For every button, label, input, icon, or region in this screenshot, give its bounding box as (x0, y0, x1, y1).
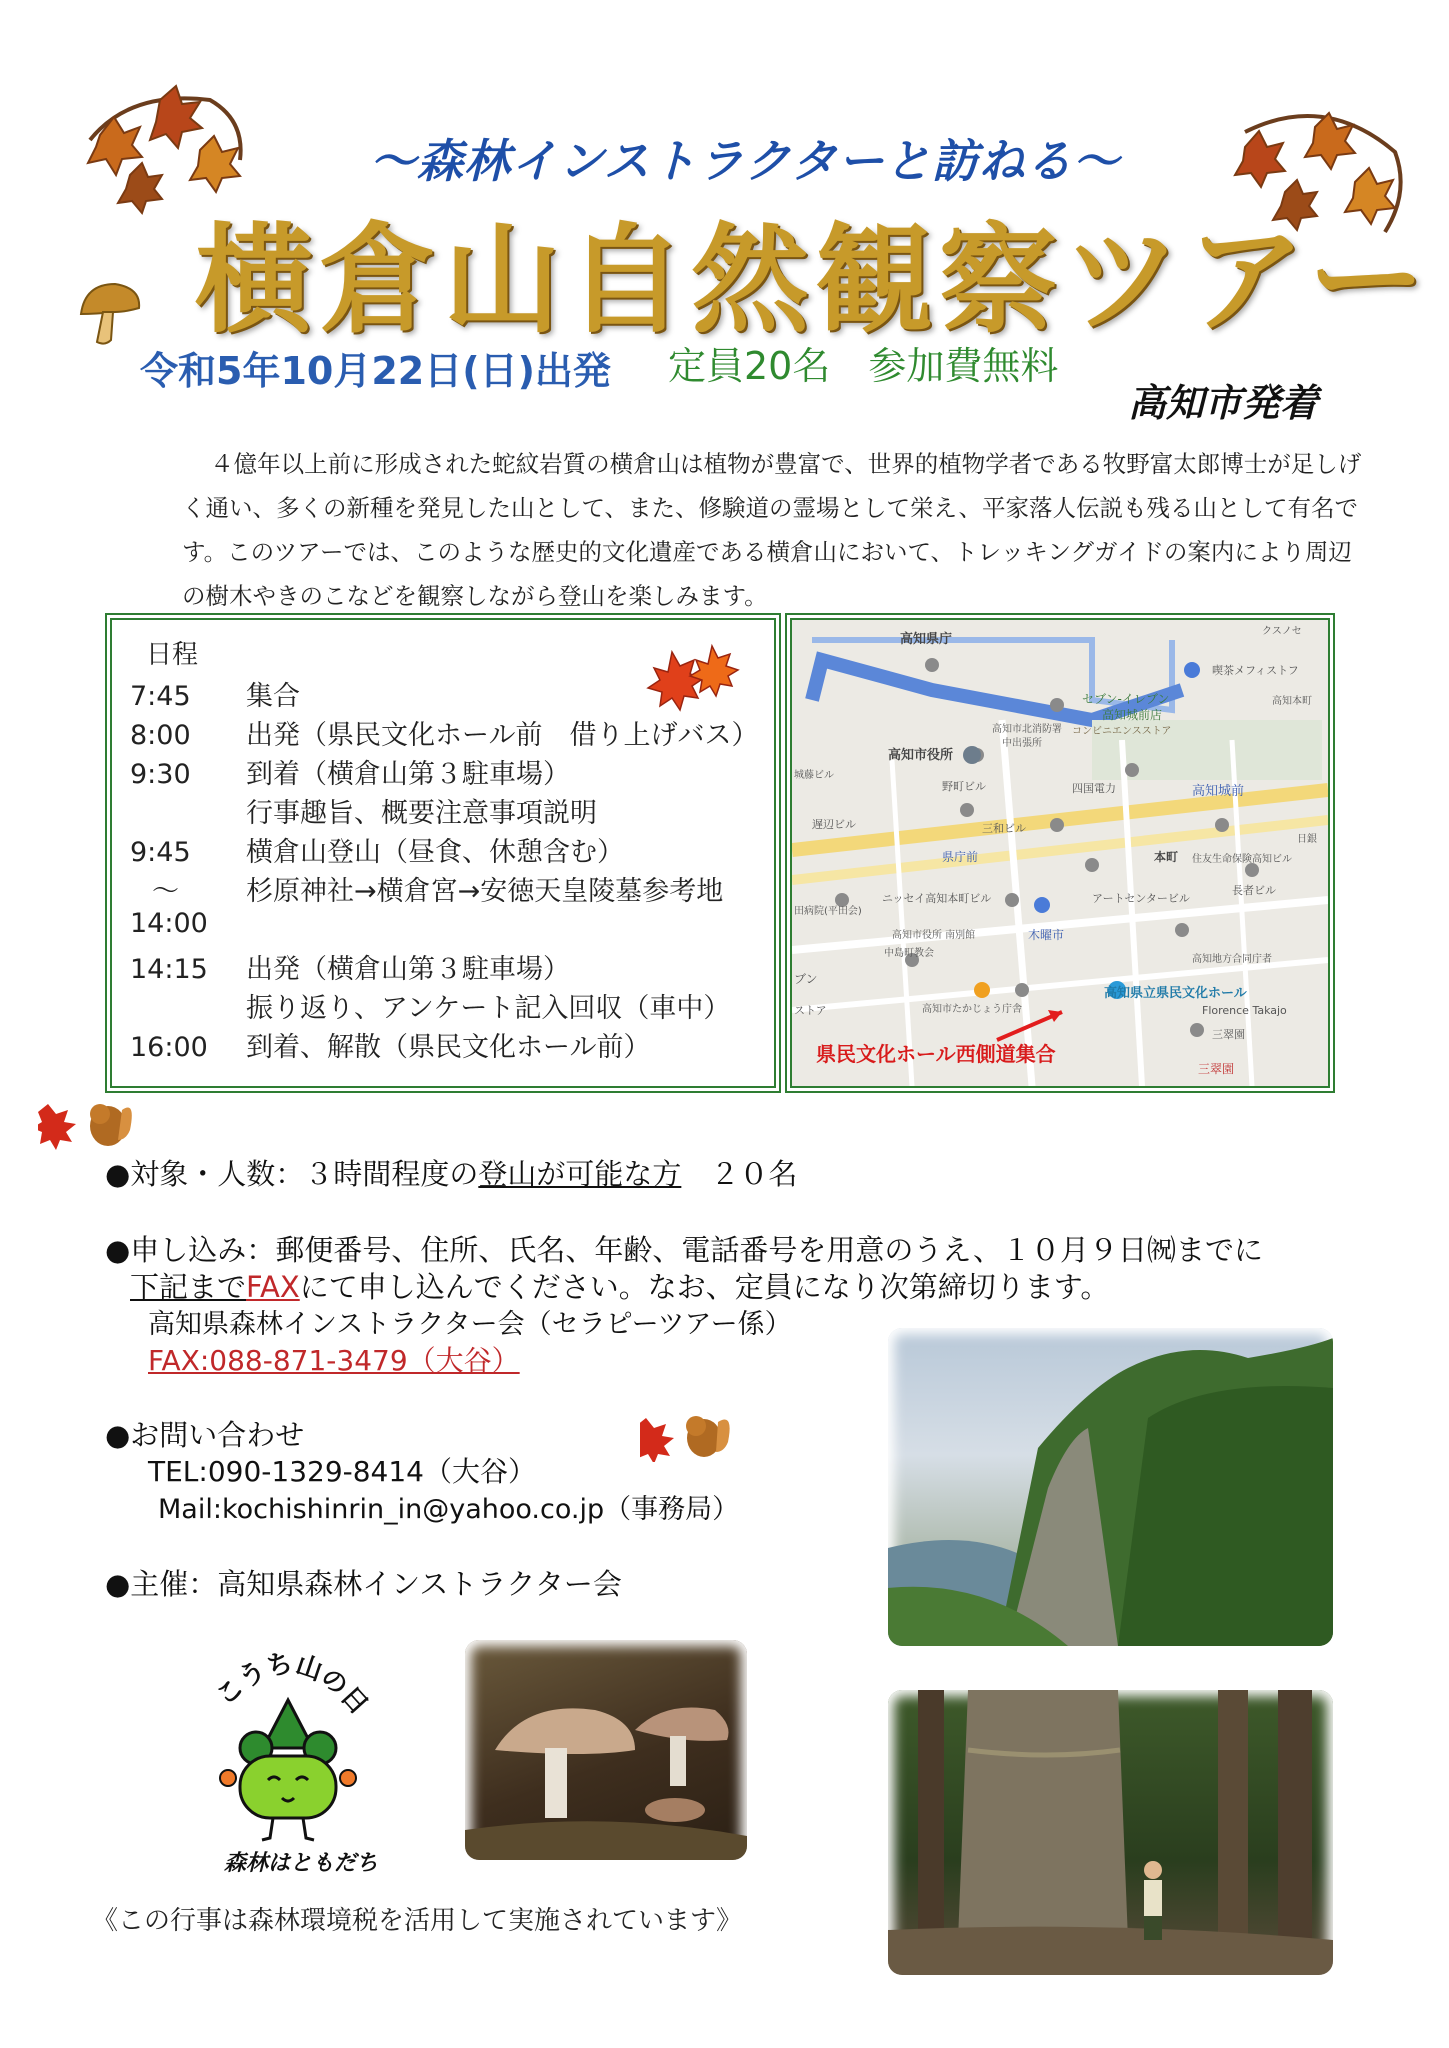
map-label: 本町 (1154, 850, 1179, 864)
map-label: 高知城前店 (1102, 708, 1163, 722)
maple-leaves-icon (642, 642, 742, 722)
apply-label: ●申し込み： (105, 1233, 276, 1267)
organizer: ●主催：高知県森林インストラクター会 (105, 1567, 622, 1601)
page-title: 横倉山自然観察ツアー (195, 210, 1432, 349)
mascot-arc-text: こうち山の日 (210, 1648, 374, 1721)
map-label: 高知県庁 (900, 632, 953, 647)
map-label: 高知市役所 南別館 (892, 930, 976, 941)
schedule-row (130, 986, 730, 1025)
apply-line-2 (130, 1265, 1109, 1306)
map-label: 高知城前 (1192, 784, 1245, 799)
map-label: 三翠園 (1212, 1028, 1245, 1041)
schedule-time: 9:30 (130, 759, 191, 790)
map-label: 中島町教会 (884, 948, 934, 959)
schedule-row (130, 830, 624, 869)
intro-paragraph (182, 442, 1362, 618)
map-label: コンビニエンスストア (1072, 726, 1172, 737)
contact-label: ●お問い合わせ (105, 1418, 305, 1452)
target-number: ２０名 (681, 1157, 798, 1191)
map-label: 県庁前 (942, 850, 979, 864)
map-label: クスノセ (1262, 626, 1302, 637)
schedule-row (130, 869, 723, 908)
map-label: 長者ビル (1232, 884, 1276, 897)
mascot-graphic (188, 1638, 388, 1878)
map-box (790, 618, 1330, 1088)
schedule-desc: 出発（横倉山第３駐車場） (246, 954, 570, 985)
intro-text: ４億年以上前に形成された蛇紋岩質の横倉山は植物が豊富で、世界的植物学者である牧野富太郎博士が足しげく通い、多くの新種を発見した山として、また、修験道の霊場として栄え、平家落人伝説も残る山として有名です。このツアーでは、このような歴史的文化遺産である横倉山において、トレッキングガイドの案内により周辺の樹木やきのこなどを観察しながら登山を楽しみます。 (182, 450, 1362, 610)
map-label: 高知本町 (1272, 696, 1312, 707)
schedule-row (130, 908, 246, 939)
schedule-box (110, 618, 776, 1088)
footer-note: 《この行事は森林環境税を活用して実施されています》 (92, 1906, 743, 1936)
map-label: 四国電力 (1072, 782, 1116, 795)
mushroom-icon (75, 278, 145, 348)
capacity-fee: 定員20名 参加費無料 (668, 344, 1059, 388)
map-label: 木曜市 (1028, 928, 1065, 942)
schedule-desc: 集合 (246, 681, 300, 712)
schedule-time: 8:00 (130, 720, 191, 751)
mascot-caption: 森林はともだち (224, 1851, 379, 1876)
map-label: Florence Takajo (1202, 1004, 1287, 1017)
schedule-desc: 到着、解散（県民文化ホール前） (246, 1032, 651, 1063)
schedule-row (130, 1025, 650, 1064)
squirrel-leaf-icon (38, 1090, 138, 1150)
schedule-desc: 到着（横倉山第３駐車場） (246, 759, 570, 790)
map-label: 高知県立県民文化ホール (1104, 986, 1247, 1001)
apply-line-1 (105, 1228, 1263, 1269)
target-line (105, 1152, 797, 1193)
map-label: セブン-イレブン (1082, 692, 1170, 706)
mushroom-photo-graphic (465, 1640, 747, 1860)
mascot-logo (188, 1638, 388, 1878)
map-label: ニッセイ高知本町ビル (882, 892, 992, 905)
meeting-point-label: 県民文化ホール西側道集合 (816, 1042, 1056, 1066)
target-text: ３時間程度の (304, 1157, 479, 1191)
map-label: 遅辺ビル (812, 818, 856, 831)
departure-location: 高知市発着 (1128, 380, 1319, 425)
schedule-desc: 出発（県民文化ホール前 借り上げバス） (246, 720, 759, 751)
schedule-time: 9:45 (130, 837, 191, 868)
map-label: アートセンタービル (1092, 892, 1190, 905)
mountain-photo (888, 1328, 1333, 1646)
contact-tel: TEL:090-1329-8414（大谷） (148, 1455, 536, 1488)
fax-word: FAX (246, 1270, 300, 1304)
schedule-time: 14:00 (130, 908, 208, 939)
map-label: 喫茶メフィストフ (1212, 664, 1299, 677)
map-label: 三翠園 (1198, 1062, 1235, 1076)
schedule-desc: 振り返り、アンケート記入回収（車中） (246, 993, 731, 1024)
schedule-time: 7:45 (130, 681, 191, 712)
mushroom-photo (465, 1640, 747, 1860)
map-label: 日銀 (1297, 834, 1317, 845)
fax-number: FAX:088-871-3479（大谷） (148, 1344, 520, 1377)
schedule-desc: 横倉山登山（昼食、休憩含む） (246, 837, 624, 868)
target-underlined: 登山が可能な方 (478, 1157, 682, 1191)
contact-mail: Mail:kochishinrin_in@yahoo.co.jp（事務局） (158, 1494, 740, 1525)
schedule-heading: 日程 (146, 640, 199, 670)
schedule-desc: 杉原神社→横倉宮→安徳天皇陵墓参考地 (246, 876, 724, 907)
map-label: 野町ビル (942, 780, 986, 793)
schedule-time: ～ (152, 876, 179, 907)
schedule-time: 14:15 (130, 954, 208, 985)
schedule-row (130, 791, 597, 830)
apply-text-2: にて申し込んでください。なお、定員になり次第締切ります。 (299, 1270, 1110, 1304)
map-label: ストア (794, 1004, 827, 1017)
subtitle: ～森林インストラクターと訪ねる～ (370, 134, 1120, 188)
target-label: ●対象・人数： (105, 1157, 305, 1191)
schedule-desc: 行事趣旨、概要注意事項説明 (246, 798, 597, 829)
map-label: 城藤ビル (794, 770, 834, 781)
map-label: 高知市北消防署 (992, 724, 1062, 735)
apply-text: 郵便番号、住所、氏名、年齢、電話番号を用意のうえ、１０月９日㈷までに (275, 1233, 1264, 1267)
departure-date: 令和5年10月22日(日)出発 (140, 349, 611, 393)
mountain-photo-graphic (888, 1328, 1333, 1646)
apply-underlined: 下記まで (130, 1270, 247, 1304)
map-label: 田病院(平田会) (794, 906, 862, 917)
big-tree-photo (888, 1690, 1333, 1975)
map-label: 三和ビル (982, 822, 1026, 835)
squirrel-leaf-icon (640, 1402, 735, 1462)
map-label: 高知地方合同庁者 (1192, 954, 1272, 965)
map-label: 高知市たかじょう庁舎 (922, 1004, 1022, 1015)
map-label: 高知市役所 (888, 748, 954, 763)
schedule-row (130, 752, 570, 791)
apply-org: 高知県森林インストラクター会（セラピーツアー係） (148, 1309, 792, 1340)
schedule-row (130, 947, 570, 986)
map-label: ブン (794, 972, 818, 986)
map-label: 住友生命保険高知ビル (1192, 854, 1292, 865)
big-tree-photo-graphic (888, 1690, 1333, 1975)
schedule-row (130, 674, 300, 713)
schedule-time: 16:00 (130, 1032, 208, 1063)
map-label: 中出張所 (1002, 738, 1042, 749)
